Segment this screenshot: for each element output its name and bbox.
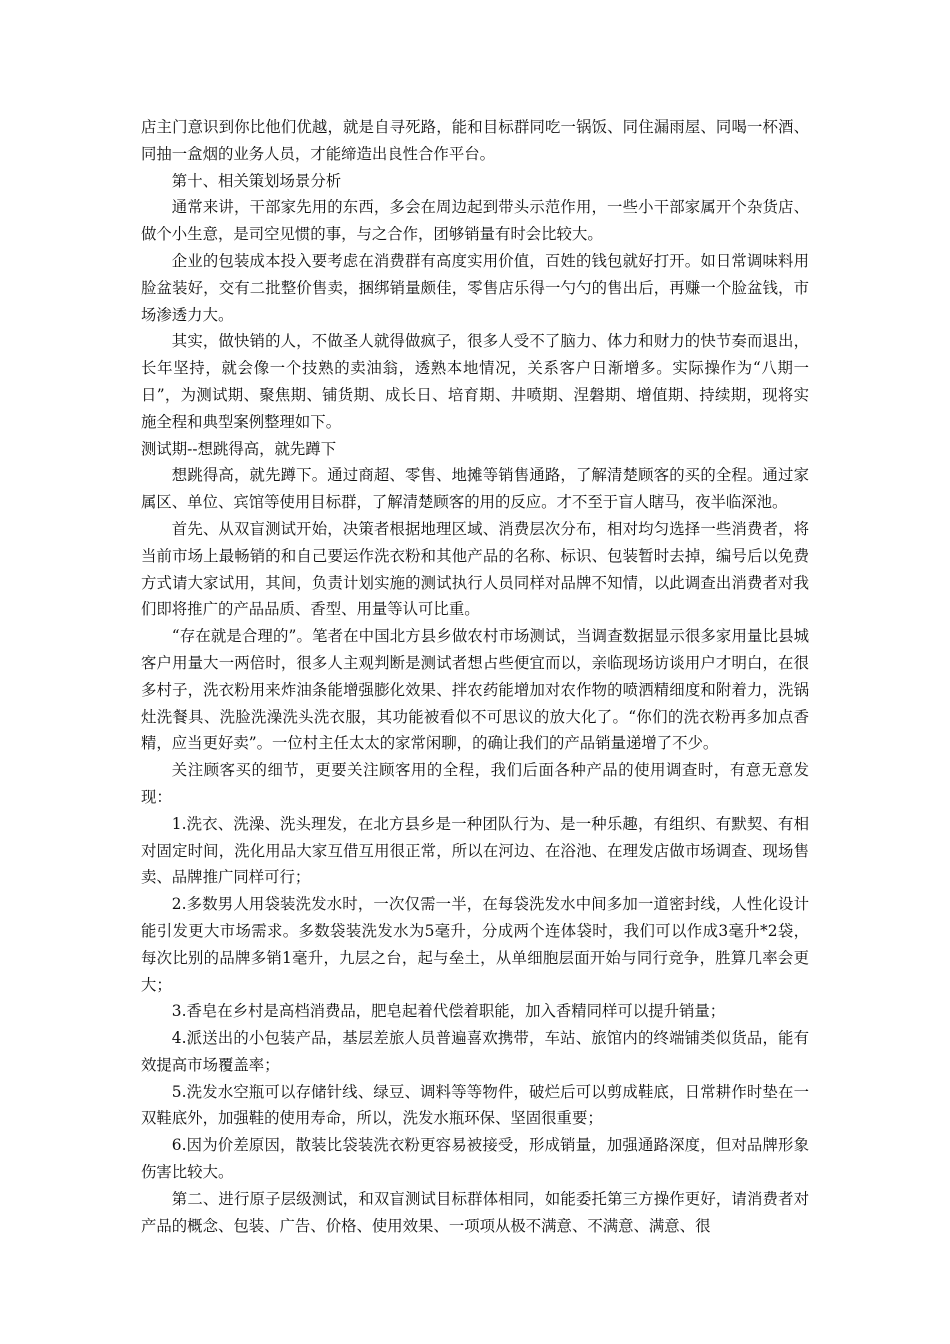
list-item: 1.洗衣、洗澡、洗头理发，在北方县乡是一种团队行为、是一种乐趣，有组织、有默契、有相对固定时间，洗化用品大家互借互用很正常，所以在河边、在浴池、在理发店做市场调查、现场售卖、品牌推广同样可行； <box>141 814 809 887</box>
paragraph: 店主门意识到你比他们优越，就是自寻死路，能和目标群同吃一锅饭、同住漏雨屋、同喝一杯酒、同抽一盒烟的业务人员，才能缔造出良性合作平台。 <box>141 118 809 163</box>
list-item: 6.因为价差原因，散装比袋装洗衣粉更容易被接受，形成销量，加强通路深度，但对品牌形象伤害比较大。 <box>141 1136 809 1182</box>
paragraph: 企业的包装成本投入要考虑在消费群有高度实用价值，百姓的钱包就好打开。如日常调味料用脸盆装好，交有二批整价售卖，捆绑销量颇佳，零售店乐得一勺勺的售出后，再赚一个脸盆钱，市场渗透力大。 <box>141 251 809 324</box>
paragraph: 第二、进行原子层级测试，和双盲测试目标群体相同，如能委托第三方操作更好，请消费者对产品的概念、包装、广告、价格、使用效果、一项项从极不满意、不满意、满意、很 <box>141 1189 809 1235</box>
paragraph: 通常来讲，干部家先用的东西，多会在周边起到带头示范作用，一些小干部家属开个杂货店、做个小生意，是司空见惯的事，与之合作，团够销量有时会比较大。 <box>141 198 809 244</box>
paragraph: 其实，做快销的人，不做圣人就得做疯子，很多人受不了脑力、体力和财力的快节奏而退出，长年坚持，就会像一个技熟的卖油翁，透熟本地情况，关系客户日渐增多。实际操作为“八期一日”，为测试期、聚焦期、铺货期、成长日、培育期、井喷期、涅磐期、增值期、持续期，现将实施全程和典型案例整理如下。 <box>141 332 809 431</box>
paragraph: “存在就是合理的”。笔者在中国北方县乡做农村市场测试，当调查数据显示很多家用量比县城客户用量大一两倍时，很多人主观判断是测试者想占些便宜而以，亲临现场访谈用户才明白，在很多村子，洗衣粉用来炸油条能增强膨化效果、拌农药能增加对农作物的喷洒精细度和附着力，洗锅灶洗餐具、洗脸洗澡洗头洗衣服，其功能被看似不可思议的放大化了。“你们的洗衣粉再多加点香精，应当更好卖”。一位村主任太太的家常闲聊，的确让我们的产品销量递增了不少。 <box>141 627 809 753</box>
list-item: 3.香皂在乡村是高档消费品，肥皂起着代偿着职能，加入香精同样可以提升销量； <box>171 1002 726 1021</box>
paragraph: 想跳得高，就先蹲下。通过商超、零售、地摊等销售通路，了解清楚顾客的买的全程。通过家属区、单位、宾馆等使用目标群，了解清楚顾客的用的反应。才不至于盲人瞎马，夜半临深池。 <box>141 466 809 512</box>
document-page <box>141 114 809 1239</box>
paragraph: 首先、从双盲测试开始，决策者根据地理区域、消费层次分布，相对均匀选择一些消费者，将当前市场上最畅销的和自己要运作洗衣粉和其他产品的名称、标识、包装暂时去掉，编号后以免费方式请大家试用，其间，负责计划实施的测试执行人员同样对品牌不知情，以此调查出消费者对我们即将推广的产品品质、香型、用量等认可比重。 <box>141 519 809 619</box>
section-heading: 第十、相关策划场景分析 <box>171 171 342 190</box>
paragraph: 关注顾客买的细节，更要关注顾客用的全程，我们后面各种产品的使用调查时，有意无意发现： <box>141 761 809 806</box>
list-item: 5.洗发水空瓶可以存储针线、绿豆、调料等等物件，破烂后可以剪成鞋底，日常耕作时垫在一双鞋底外，加强鞋的使用寿命，所以，洗发水瓶环保、坚固很重要； <box>141 1082 809 1128</box>
section-heading: 测试期--想跳得高，就先蹲下 <box>141 439 337 458</box>
list-item: 4.派送出的小包装产品，基层差旅人员普遍喜欢携带，车站、旅馆内的终端铺类似货品，能有效提高市场覆盖率； <box>141 1029 809 1074</box>
list-item: 2.多数男人用袋装洗发水时，一次仅需一半，在每袋洗发水中间多加一道密封线，人性化设计能引发更大市场需求。多数袋装洗发水为5毫升，分成两个连体袋时，我们可以作成3毫升*2袋，每次比别的品牌多销1毫升，九层之台，起与垒土，从单细胞层面开始与同行竞争，胜算几率会更大； <box>141 895 809 994</box>
